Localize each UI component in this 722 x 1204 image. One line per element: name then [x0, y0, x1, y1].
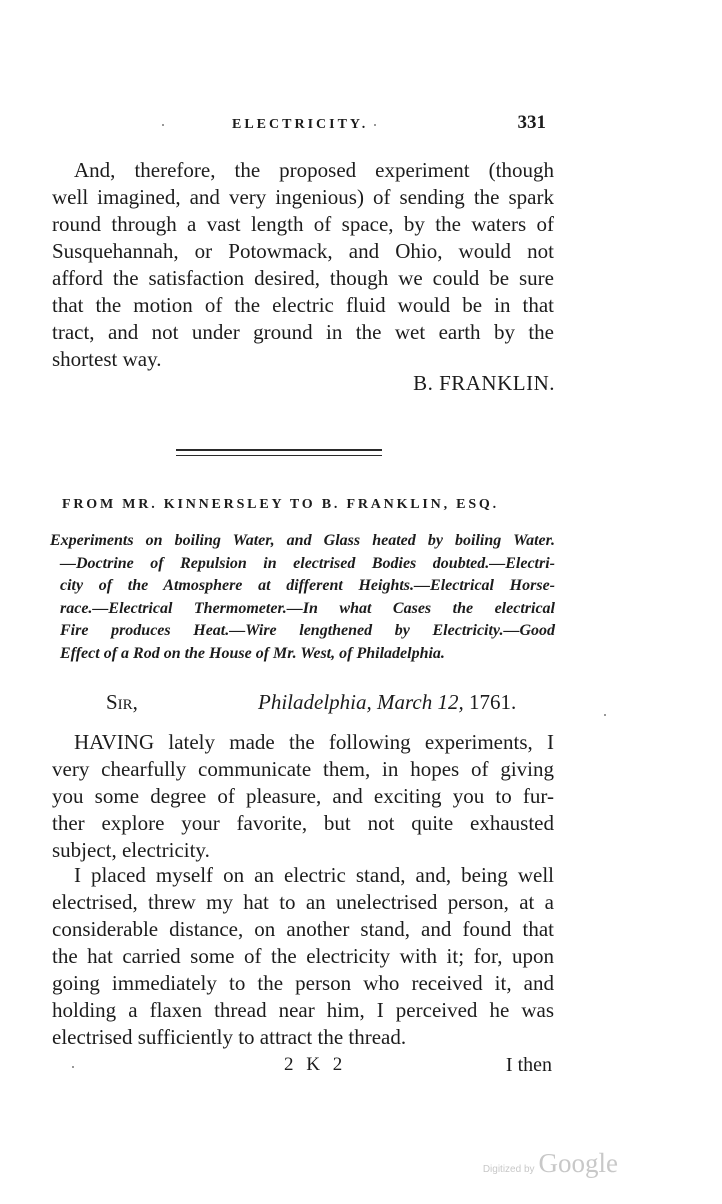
text-line: the hat carried some of the electricity with it; for, upon	[52, 944, 554, 968]
text-line: And, therefore, the proposed experiment (though	[74, 158, 554, 182]
text-line: I placed myself on an electric stand, and, being well	[74, 863, 554, 887]
watermark-prefix: Digitized by	[482, 1164, 535, 1175]
place-date-text: Philadelphia, March 12,	[258, 690, 464, 714]
page-footer	[0, 1054, 722, 1082]
text-line: subject, electricity.	[52, 838, 210, 862]
ink-speck	[162, 124, 164, 126]
running-head-title: ELECTRICITY.	[232, 117, 369, 132]
summary-line: —Doctrine of Repulsion in electrised Bodies doubted.—Electri-	[60, 554, 555, 572]
signature-mark: 2 K 2	[284, 1054, 347, 1075]
catchword: I then	[505, 1054, 552, 1076]
text-line: HAVING lately made the following experiments, I	[74, 730, 554, 754]
watermark-brand: Google	[538, 1148, 618, 1178]
ink-speck	[72, 1066, 74, 1068]
section-divider-bottom	[176, 455, 382, 456]
text-line: round through a vast length of space, by the waters of	[52, 212, 554, 236]
text-line: that the motion of the electric fluid would be in that	[52, 293, 554, 317]
summary-line: Effect of a Rod on the House of Mr. West, of Philadelphia.	[60, 644, 445, 662]
ink-speck	[604, 714, 606, 716]
paragraph-2	[52, 862, 554, 1051]
text-line: electrised sufficiently to attract the thread.	[52, 1025, 407, 1049]
text-line: electrised, threw my hat to an unelectrised person, at a	[52, 890, 554, 914]
digitization-watermark	[483, 1148, 618, 1179]
ink-speck	[374, 124, 376, 126]
dateline	[0, 690, 722, 720]
continued-paragraph	[52, 157, 554, 373]
summary-line: city of the Atmosphere at different Heights.—Electrical Horse-	[60, 577, 555, 594]
year: 1761.	[468, 690, 517, 714]
section-divider-top	[176, 449, 382, 451]
paragraph-1	[52, 729, 554, 864]
summary-line: Experiments on boiling Water, and Glass heated by boiling Water.	[50, 532, 555, 549]
signature: B. FRANKLIN.	[413, 371, 555, 395]
place-and-date	[258, 690, 516, 715]
text-line: going immediately to the person who received it, and	[52, 971, 554, 995]
text-line: shortest way.	[52, 347, 162, 371]
letter-summary	[50, 530, 555, 665]
text-line: ther explore your favorite, but not quite exhausted	[52, 811, 554, 835]
letter-heading: FROM MR. KINNERSLEY TO B. FRANKLIN, ESQ.	[62, 497, 499, 512]
text-line: holding a flaxen thread near him, I perceived he was	[52, 998, 554, 1022]
text-line: considerable distance, on another stand, and found that	[52, 917, 554, 941]
text-line: you some degree of pleasure, and exciting you to fur-	[52, 784, 554, 808]
text-line: tract, and not under ground in the wet earth by the	[52, 320, 554, 344]
text-line: afford the satisfaction desired, though we could be sure	[52, 266, 554, 290]
text-line: very chearfully communicate them, in hopes of giving	[52, 757, 554, 781]
salutation: Sir,	[106, 690, 138, 714]
summary-line: Fire produces Heat.—Wire lengthened by Electricity.—Good	[60, 622, 555, 639]
page-number: 331	[517, 112, 546, 133]
text-line: well imagined, and very ingenious) of sending the spark	[52, 185, 554, 209]
summary-line: race.—Electrical Thermometer.—In what Cases the electrical	[60, 599, 555, 617]
running-head	[0, 114, 722, 136]
text-line: Susquehannah, or Potowmack, and Ohio, would not	[52, 239, 554, 263]
